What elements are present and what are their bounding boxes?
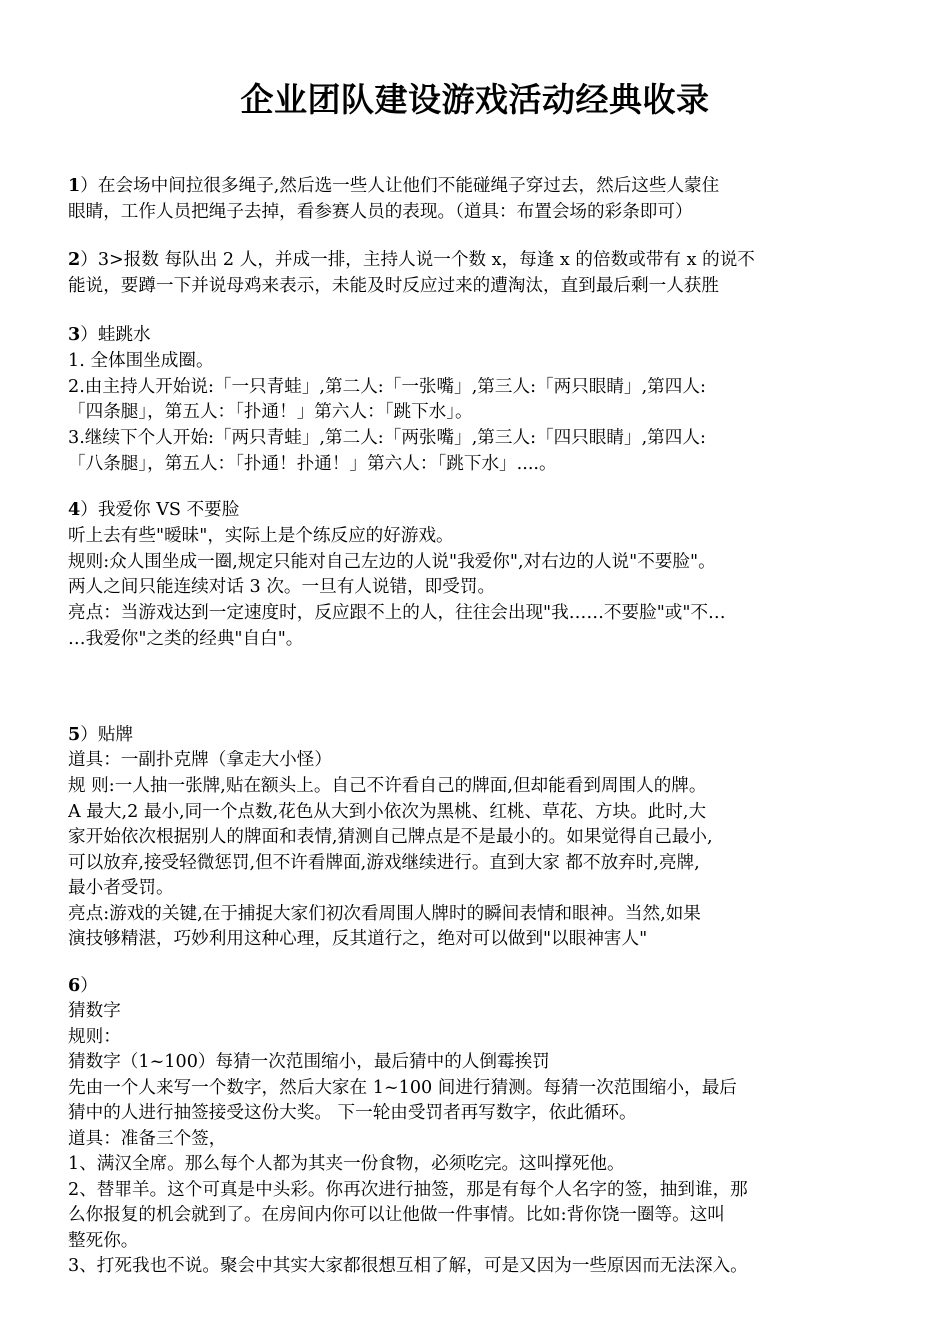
section-2-line-1: 2）3>报数 每队出 2 人，并成一排，主持人说一个数 x，每逢 x 的倍数或带有 x 的说不 [68,249,755,270]
section-4-line: 两人之间只能连续对话 3 次。一旦有人说错，即受罚。 [68,577,496,597]
section-5-line: 规 则:一人抽一张牌,贴在额头上。自己不许看自己的牌面,但却能看到周围人的牌。 [68,776,707,796]
section-1-line-2: 眼睛，工作人员把绳子去掉，看参赛人员的表现。（道具：布置会场的彩条即可） [68,202,693,222]
section-6-line: 1、满汉全席。那么每个人都为其夹一份食物，必须吃完。这叫撑死他。 [68,1154,625,1174]
section-1-number: 1 [68,175,81,196]
section-3-line: 2.由主持人开始说:「一只青蛙」,第二人:「一张嘴」,第三人:「两只眼睛」,第四人: [68,377,706,397]
section-5-line: 道具：一副扑克牌（拿走大小怪） [68,750,332,770]
section-5-number: 5 [68,724,81,745]
section-3-line: 「四条腿」，第五人：「扑通！」第六人：「跳下水」。 [68,402,473,422]
section-6-line: 先由一个人来写一个数字，然后大家在 1~100 间进行猜测。每猜一次范围缩小，最后 [68,1078,737,1098]
section-6-line: 猜中的人进行抽签接受这份大奖。 下一轮由受罚者再写数字，依此循环。 [68,1103,637,1123]
section-3-line: 「八条腿」，第五人：「扑通！扑通！」第六人：「跳下水」....。 [68,454,557,474]
section-6-line: 猜数字（1~100）每猜一次范围缩小，最后猜中的人倒霉挨罚 [68,1052,550,1072]
section-6-line: 规则： [68,1027,121,1047]
section-5-line: 演技够精湛，巧妙利用这种心理，反其道行之，绝对可以做到"以眼神害人" [68,929,648,949]
section-3-heading: 3）蛙跳水 [68,324,151,345]
section-6-heading: 6） [68,975,98,996]
section-4-line: 听上去有些"暧昧"，实际上是个练反应的好游戏。 [68,526,454,546]
section-2-number: 2 [68,249,81,270]
section-4-line: …我爱你"之类的经典"自白"。 [68,629,304,649]
page-title: 企业团队建设游戏活动经典收录 [240,80,710,119]
section-5-line: 最小者受罚。 [68,878,174,898]
section-5-line: 家开始依次根据别人的牌面和表情,猜测自己牌点是不是最小的。如果觉得自己最小, [68,827,713,847]
section-4-number: 4 [68,499,81,520]
section-3-line: 3.继续下个人开始:「两只青蛙」,第二人:「两张嘴」,第三人:「四只眼睛」,第四人: [68,428,706,448]
section-4-line: 规则:众人围坐成一圈,规定只能对自己左边的人说"我爱你",对右边的人说"不要脸"。 [68,552,716,572]
section-4-line: 亮点：当游戏达到一定速度时，反应跟不上的人，往往会出现"我……不要脸"或"不… [68,603,726,623]
section-6-line: 猜数字 [68,1001,121,1021]
section-4-heading: 4）我爱你 VS 不要脸 [68,499,240,520]
section-5-line: 亮点:游戏的关键,在于捕捉大家们初次看周围人牌时的瞬间表情和眼神。当然,如果 [68,904,701,924]
section-5-heading: 5）贴牌 [68,724,134,745]
section-1-line-1: 1）在会场中间拉很多绳子,然后选一些人让他们不能碰绳子穿过去，然后这些人蒙住 [68,175,720,196]
section-5-line: A 最大,2 最小,同一个点数,花色从大到小依次为黑桃、红桃、草花、方块。此时,大 [68,802,707,822]
section-6-number: 6 [68,975,81,996]
section-3-number: 3 [68,324,81,345]
section-6-line: 么你报复的机会就到了。在房间内你可以让他做一件事情。比如:背你饶一圈等。这叫 [68,1205,725,1225]
section-6-line: 道具：准备三个签， [68,1129,227,1149]
section-6-line: 3、打死我也不说。聚会中其实大家都很想互相了解，可是又因为一些原因而无法深入。 [68,1256,748,1276]
section-5-line: 可以放弃,接受轻微惩罚,但不许看牌面,游戏继续进行。直到大家 都不放弃时,亮牌, [68,853,700,873]
section-2-line-2: 能说，要蹲一下并说母鸡来表示，未能及时反应过来的遭淘汰，直到最后剩一人获胜 [68,276,719,296]
section-6-line: 2、替罪羊。这个可真是中头彩。你再次进行抽签，那是有每个人名字的签，抽到谁，那 [68,1180,748,1200]
section-6-line: 整死你。 [68,1231,139,1251]
section-3-line: 1. 全体围坐成圈。 [68,351,214,371]
